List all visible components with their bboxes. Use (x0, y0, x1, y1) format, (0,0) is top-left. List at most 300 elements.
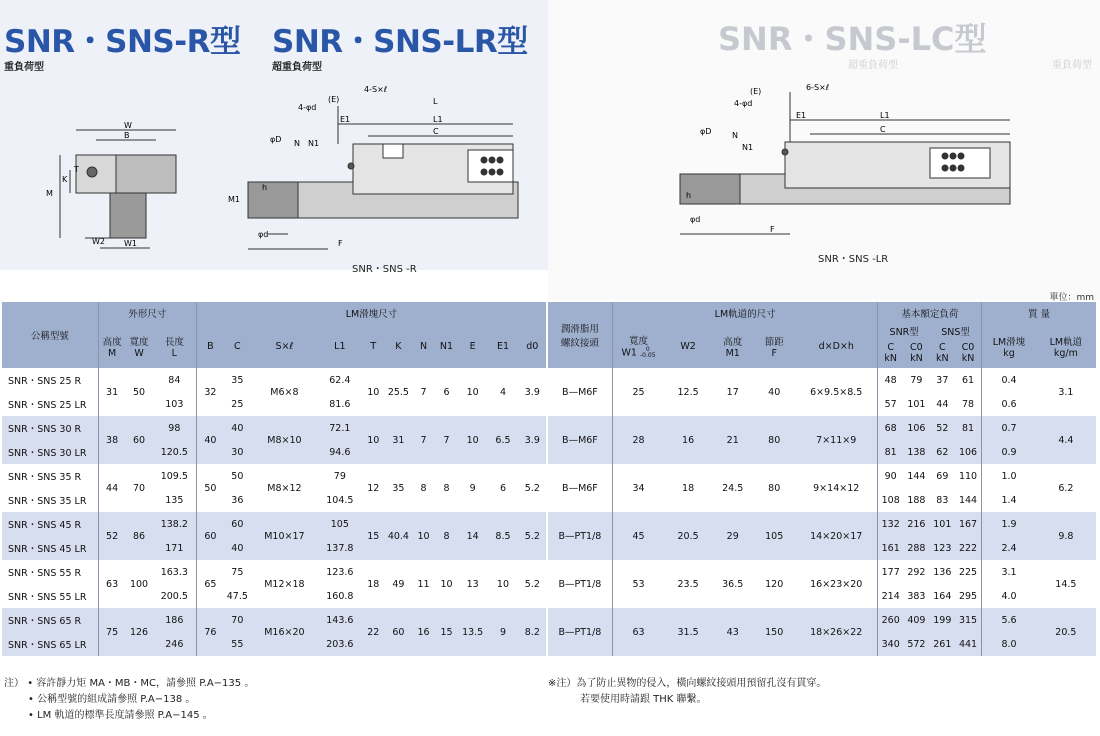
width-cell: 50 (132, 386, 146, 398)
dDh-cell: 18×26×22 (810, 626, 863, 638)
W2-cell: 20.5 (677, 530, 699, 542)
L1-cell: 79 (333, 470, 346, 482)
K-cell: 35 (392, 482, 405, 494)
sns-C0-cell: 441 (958, 638, 978, 650)
rail-mass-cell: 9.8 (1058, 530, 1074, 542)
T-cell: 10 (367, 434, 380, 446)
grease-cell: B—M6F (562, 434, 598, 446)
N-cell: 11 (417, 578, 430, 590)
snr-C0-cell: 409 (907, 614, 926, 626)
d0-cell: 3.9 (524, 386, 540, 398)
table-row (548, 512, 1096, 536)
notes-right (548, 676, 1096, 708)
W2-cell: 31.5 (677, 626, 699, 638)
height-cell: 38 (98, 416, 125, 464)
svg-text:M: M (46, 189, 53, 198)
E-cell: 13.5 (462, 626, 484, 638)
col-rail-dims: LM軌道的尺寸 (612, 302, 878, 324)
diagram-caption-lr: SNR・SNS -LR (818, 254, 889, 265)
col-outer-dims: 外形尺寸 (98, 302, 196, 324)
M1-cell: 36.5 (722, 578, 744, 590)
col-K: K (395, 340, 402, 352)
height-cell: 63 (98, 560, 125, 608)
snr-C-cell: 177 (878, 560, 903, 584)
M1-cell: 24.5 (722, 482, 744, 494)
C-cell: 40 (231, 542, 244, 554)
col-E1: E1 (496, 340, 509, 352)
M1-cell: 43 (726, 626, 739, 638)
svg-text:N: N (732, 131, 738, 140)
snr-C-cell: 132 (878, 512, 903, 536)
length-cell: 138.2 (160, 518, 188, 530)
L1-cell: 203.6 (326, 638, 354, 650)
L1-cell: 137.8 (326, 542, 354, 554)
B-cell: 50 (197, 464, 224, 512)
model-cell: SNR・SNS 45 LR (8, 544, 87, 555)
length-cell: 171 (165, 542, 184, 554)
W1-cell: 28 (612, 416, 664, 464)
N1-cell: 10 (440, 578, 453, 590)
sns-C-cell: 261 (933, 638, 952, 650)
model-cell: SNR・SNS 35 LR (8, 496, 87, 507)
table-row (548, 464, 1096, 488)
title-lr-type: SNR・SNS-LR型 (272, 24, 528, 60)
sns-C0-cell: 315 (958, 614, 978, 626)
sns-C-cell: 164 (933, 590, 952, 602)
Sxl-cell: M12×18 (264, 578, 305, 590)
N1-cell: 15 (440, 626, 453, 638)
snr-C-cell: 57 (878, 392, 903, 416)
dDh-cell: 14×20×17 (810, 530, 863, 542)
Sxl-cell: M8×10 (267, 434, 302, 446)
table-row (2, 608, 546, 632)
sns-C-cell: 199 (933, 614, 952, 626)
length-cell: 103 (165, 398, 184, 410)
snr-C0-cell: 383 (907, 590, 926, 602)
snr-C0-cell: 188 (907, 494, 926, 506)
col-M1: 高度 M1 (723, 336, 743, 359)
svg-text:M1: M1 (228, 195, 240, 204)
L1-cell: 94.6 (329, 446, 351, 458)
notes-prefix: 注） (4, 678, 24, 689)
block-mass-cell: 5.6 (982, 608, 1036, 632)
table-row (548, 560, 1096, 584)
svg-text:h: h (686, 191, 692, 200)
side-view-diagram-lr (620, 72, 1020, 247)
width-cell: 70 (132, 482, 146, 494)
col-d0: d0 (526, 340, 539, 352)
N-cell: 10 (417, 530, 430, 542)
svg-text:φD: φD (700, 127, 712, 136)
B-cell: 40 (197, 416, 224, 464)
rail-mass-cell: 14.5 (1055, 578, 1077, 590)
N-cell: 7 (420, 434, 427, 446)
grease-cell: B—M6F (562, 386, 598, 398)
svg-text:φd: φd (258, 230, 269, 239)
snr-C0-cell: 144 (907, 470, 926, 482)
svg-text:K: K (62, 175, 68, 184)
svg-text:L: L (433, 97, 438, 106)
ghost-title-lc: SNR・SNS-LC型 (718, 20, 987, 58)
height-cell: 44 (98, 464, 125, 512)
svg-text:N1: N1 (308, 139, 320, 148)
note-right-line2: 若要使用時請跟 THK 聯繫。 (580, 694, 707, 705)
W2-cell: 23.5 (677, 578, 699, 590)
table-row (2, 416, 546, 440)
col-snr-C: C kN (878, 338, 903, 368)
subtitle-heavy-load: 重負荷型 (4, 62, 44, 73)
T-cell: 22 (367, 626, 380, 638)
L1-cell: 160.8 (326, 590, 354, 602)
Sxl-cell: M6×8 (270, 386, 299, 398)
length-cell: 186 (165, 614, 184, 626)
K-cell: 49 (392, 578, 405, 590)
C-cell: 60 (231, 518, 244, 530)
E-cell: 9 (469, 482, 476, 494)
col-sns-C0: C0 kN (961, 342, 975, 364)
C-cell: 55 (231, 638, 244, 650)
col-rail-mass: LM軌道 kg/m (1049, 336, 1083, 359)
block-mass-cell: 1.9 (982, 512, 1036, 536)
block-mass-cell: 4.0 (982, 584, 1036, 608)
snr-C0-cell: 216 (907, 518, 926, 530)
d0-cell: 5.2 (524, 482, 540, 494)
svg-text:C: C (880, 125, 886, 134)
height-cell: 52 (98, 512, 125, 560)
svg-text:(E): (E) (328, 95, 340, 104)
rail-mass-cell: 3.1 (1058, 386, 1074, 398)
grease-cell: B—PT1/8 (558, 578, 602, 590)
sns-C0-cell: 110 (958, 470, 978, 482)
E1-cell: 8.5 (495, 530, 511, 542)
col-sns-type: SNS型 (941, 327, 970, 338)
length-cell: 135 (165, 494, 184, 506)
block-mass-cell: 1.0 (982, 464, 1036, 488)
side-view-diagram-r (228, 84, 538, 259)
snr-C-cell: 214 (878, 584, 903, 608)
sns-C-cell: 69 (936, 470, 949, 482)
sns-C0-cell: 78 (961, 398, 975, 410)
sns-C0-cell: 61 (961, 374, 975, 386)
E-cell: 10 (466, 386, 479, 398)
W1-cell: 25 (612, 368, 664, 416)
T-cell: 15 (367, 530, 380, 542)
svg-text:F: F (770, 225, 775, 234)
snr-C0-cell: 106 (907, 422, 926, 434)
snr-C-cell: 340 (878, 632, 903, 656)
C-cell: 50 (231, 470, 244, 482)
sns-C-cell: 37 (936, 374, 949, 386)
L1-cell: 104.5 (326, 494, 354, 506)
L1-cell: 81.6 (329, 398, 351, 410)
F-cell: 80 (768, 482, 781, 494)
model-cell: SNR・SNS 55 LR (8, 592, 87, 603)
F-cell: 80 (768, 434, 781, 446)
col-T: T (370, 340, 377, 352)
snr-C-cell: 81 (878, 440, 903, 464)
Sxl-cell: M8×12 (267, 482, 302, 494)
sns-C0-cell: 225 (958, 566, 978, 578)
note-item: • LM 軌道的標準長度請參照 P.A−145 。 (28, 710, 213, 721)
E1-cell: 4 (499, 386, 506, 398)
block-mass-cell: 1.4 (982, 488, 1036, 512)
model-cell: SNR・SNS 65 LR (8, 640, 87, 651)
F-cell: 40 (768, 386, 781, 398)
K-cell: 40.4 (387, 530, 409, 542)
d0-cell: 5.2 (524, 578, 540, 590)
block-mass-cell: 0.9 (982, 440, 1036, 464)
length-cell: 200.5 (160, 590, 188, 602)
svg-text:φd: φd (690, 215, 701, 224)
col-N: N (419, 340, 428, 352)
B-cell: 76 (197, 608, 224, 656)
rail-mass-cell: 20.5 (1055, 626, 1077, 638)
sns-C-cell: 44 (936, 398, 949, 410)
block-mass-cell: 0.4 (982, 368, 1036, 392)
T-cell: 18 (367, 578, 380, 590)
subtitle-super-heavy-load: 超重負荷型 (272, 62, 322, 73)
sns-C0-cell: 222 (958, 542, 978, 554)
unit-label: 單位：mm (1049, 293, 1094, 303)
model-cell: SNR・SNS 45 R (8, 520, 82, 531)
E-cell: 13 (466, 578, 479, 590)
block-mass-cell: 3.1 (982, 560, 1036, 584)
model-cell: SNR・SNS 30 R (8, 424, 82, 435)
d0-cell: 3.9 (524, 434, 540, 446)
sns-C-cell: 101 (933, 518, 952, 530)
svg-text:W: W (124, 121, 132, 130)
T-cell: 10 (367, 386, 380, 398)
W2-cell: 12.5 (677, 386, 699, 398)
L1-cell: 105 (330, 518, 349, 530)
snr-C-cell: 161 (878, 536, 903, 560)
C-cell: 40 (231, 422, 244, 434)
dDh-cell: 16×23×20 (810, 578, 863, 590)
table-row (2, 464, 546, 488)
sns-C-cell: 62 (936, 446, 949, 458)
length-cell: 120.5 (160, 446, 188, 458)
svg-text:4-φd: 4-φd (734, 99, 753, 108)
grease-cell: B—PT1/8 (558, 626, 602, 638)
W2-cell: 16 (682, 434, 695, 446)
width-cell: 126 (129, 626, 149, 638)
note-item: • 容許靜力矩 MA・MB・MC，請參照 P.A−135 。 (27, 678, 255, 689)
col-L1: L1 (334, 340, 346, 352)
col-sns-C: C kN (936, 342, 949, 364)
C-cell: 70 (231, 614, 244, 626)
svg-text:L1: L1 (433, 115, 443, 124)
C-cell: 36 (231, 494, 244, 506)
snr-C0-cell: 292 (907, 566, 926, 578)
note-item: • 公稱型號的組成請參照 P.A−138 。 (28, 694, 196, 705)
C-cell: 35 (231, 374, 244, 386)
E1-cell: 10 (496, 578, 510, 590)
dDh-cell: 7×11×9 (816, 434, 857, 446)
svg-text:W2: W2 (92, 237, 105, 246)
ghost-subtitle: 超重負荷型 (848, 60, 898, 71)
W1-cell: 34 (612, 464, 664, 512)
L1-cell: 143.6 (326, 614, 354, 626)
E-cell: 10 (466, 434, 479, 446)
width-cell: 60 (132, 434, 146, 446)
col-width: 寬度 W (129, 336, 149, 359)
svg-text:N: N (294, 139, 300, 148)
svg-text:φD: φD (270, 135, 282, 144)
Sxl-cell: M10×17 (264, 530, 305, 542)
K-cell: 31 (392, 434, 405, 446)
svg-text:E1: E1 (340, 115, 351, 124)
svg-text:L1: L1 (880, 111, 890, 120)
svg-text:F: F (338, 239, 343, 248)
svg-text:T: T (74, 165, 79, 174)
W1-cell: 53 (612, 560, 664, 608)
sns-C-cell: 136 (933, 566, 952, 578)
svg-text:W1: W1 (124, 239, 137, 248)
col-W2: W2 (680, 340, 696, 352)
block-mass-cell: 2.4 (982, 536, 1036, 560)
length-cell: 163.3 (160, 566, 188, 578)
C-cell: 30 (231, 446, 244, 458)
F-cell: 150 (765, 626, 784, 638)
col-N1: N1 (439, 340, 454, 352)
table-row (548, 608, 1096, 632)
col-basic-load: 基本額定負荷 (878, 302, 982, 324)
sns-C0-cell: 295 (958, 590, 978, 602)
col-height: 高度 M (98, 324, 125, 368)
col-lm-block-dims: LM滑塊尺寸 (197, 302, 546, 324)
N1-cell: 8 (443, 482, 450, 494)
W1-cell: 63 (612, 608, 664, 656)
N1-cell: 8 (443, 530, 450, 542)
width-cell: 100 (129, 578, 149, 590)
B-cell: 32 (197, 368, 224, 416)
svg-text:4-φd: 4-φd (298, 103, 317, 112)
snr-C0-cell: 288 (907, 542, 926, 554)
K-cell: 60 (392, 626, 405, 638)
col-B: B (197, 324, 224, 368)
snr-C-cell: 68 (878, 416, 903, 440)
right-spec-table (548, 302, 1096, 656)
block-mass-cell: 0.6 (982, 392, 1036, 416)
E-cell: 14 (466, 530, 479, 542)
W2-cell: 18 (682, 482, 695, 494)
snr-C-cell: 260 (878, 608, 903, 632)
N-cell: 8 (420, 482, 427, 494)
N-cell: 7 (420, 386, 427, 398)
col-grease-nipple: 潤滑脂用 螺紋接頭 (560, 324, 599, 349)
length-cell: 246 (165, 638, 184, 650)
snr-C-cell: 108 (878, 488, 903, 512)
E1-cell: 9 (499, 626, 506, 638)
snr-C0-cell: 101 (907, 398, 926, 410)
cross-section-diagram (40, 100, 210, 260)
Sxl-cell: M16×20 (264, 626, 305, 638)
model-cell: SNR・SNS 55 R (8, 568, 82, 579)
svg-text:4-S×ℓ: 4-S×ℓ (364, 85, 388, 94)
F-cell: 105 (765, 530, 784, 542)
notes-left (4, 676, 544, 724)
col-E: E (469, 340, 476, 352)
svg-text:C: C (433, 127, 439, 136)
rail-mass-cell: 4.4 (1058, 434, 1074, 446)
table-row (548, 416, 1096, 440)
col-snr-C0: C0 kN (910, 342, 923, 364)
svg-text:(E): (E) (750, 87, 762, 96)
C-cell: 25 (231, 398, 244, 410)
L1-cell: 72.1 (329, 422, 351, 434)
model-cell: SNR・SNS 65 R (8, 616, 82, 627)
grease-cell: B—PT1/8 (558, 530, 602, 542)
block-mass-cell: 0.7 (982, 416, 1036, 440)
C-cell: 47.5 (226, 590, 248, 602)
C-cell: 75 (231, 566, 244, 578)
model-cell: SNR・SNS 35 R (8, 472, 82, 483)
height-cell: 75 (98, 608, 125, 656)
B-cell: 65 (197, 560, 224, 608)
grease-cell: B—M6F (562, 482, 598, 494)
ghost-subtitle-far: 重負荷型 (1052, 60, 1092, 71)
col-dDh: d×D×h (818, 340, 854, 352)
snr-C-cell: 48 (878, 368, 903, 392)
table-row (2, 512, 546, 536)
col-mass: 質 量 (982, 302, 1096, 324)
W1-cell: 45 (612, 512, 664, 560)
K-cell: 25.5 (387, 386, 409, 398)
left-spec-table (2, 302, 546, 656)
col-C: C (234, 340, 241, 352)
diagram-caption-r: SNR・SNS -R (352, 264, 417, 275)
height-cell: 31 (98, 368, 125, 416)
sns-C0-cell: 81 (961, 422, 975, 434)
E1-cell: 6.5 (495, 434, 511, 446)
svg-text:E1: E1 (796, 111, 807, 120)
d0-cell: 8.2 (524, 626, 540, 638)
rail-mass-cell: 6.2 (1058, 482, 1074, 494)
M1-cell: 17 (726, 386, 739, 398)
sns-C0-cell: 144 (958, 494, 978, 506)
d0-cell: 5.2 (524, 530, 540, 542)
snr-C0-cell: 138 (907, 446, 926, 458)
dDh-cell: 9×14×12 (813, 482, 860, 494)
M1-cell: 29 (726, 530, 739, 542)
col-block-mass: LM滑塊 kg (982, 324, 1036, 368)
snr-C-cell: 90 (878, 464, 903, 488)
N1-cell: 6 (443, 386, 450, 398)
table-row (2, 560, 546, 584)
L1-cell: 123.6 (326, 566, 354, 578)
model-cell: SNR・SNS 25 LR (8, 400, 87, 411)
model-cell: SNR・SNS 30 LR (8, 448, 87, 459)
T-cell: 12 (367, 482, 380, 494)
svg-text:N1: N1 (742, 143, 754, 152)
length-cell: 109.5 (160, 470, 188, 482)
col-snr-type: SNR型 (878, 324, 930, 338)
width-cell: 86 (132, 530, 146, 542)
N-cell: 16 (417, 626, 430, 638)
N1-cell: 7 (443, 434, 450, 446)
col-Sxl: S×ℓ (275, 340, 294, 352)
length-cell: 84 (168, 374, 181, 386)
table-row (2, 368, 546, 392)
snr-C0-cell: 572 (907, 638, 926, 650)
svg-text:h: h (262, 183, 268, 192)
sns-C-cell: 83 (936, 494, 949, 506)
B-cell: 60 (197, 512, 224, 560)
title-r-type: SNR・SNS-R型 (4, 24, 241, 60)
sns-C-cell: 52 (936, 422, 949, 434)
model-cell: SNR・SNS 25 R (8, 376, 82, 387)
svg-text:6-S×ℓ: 6-S×ℓ (806, 83, 830, 92)
